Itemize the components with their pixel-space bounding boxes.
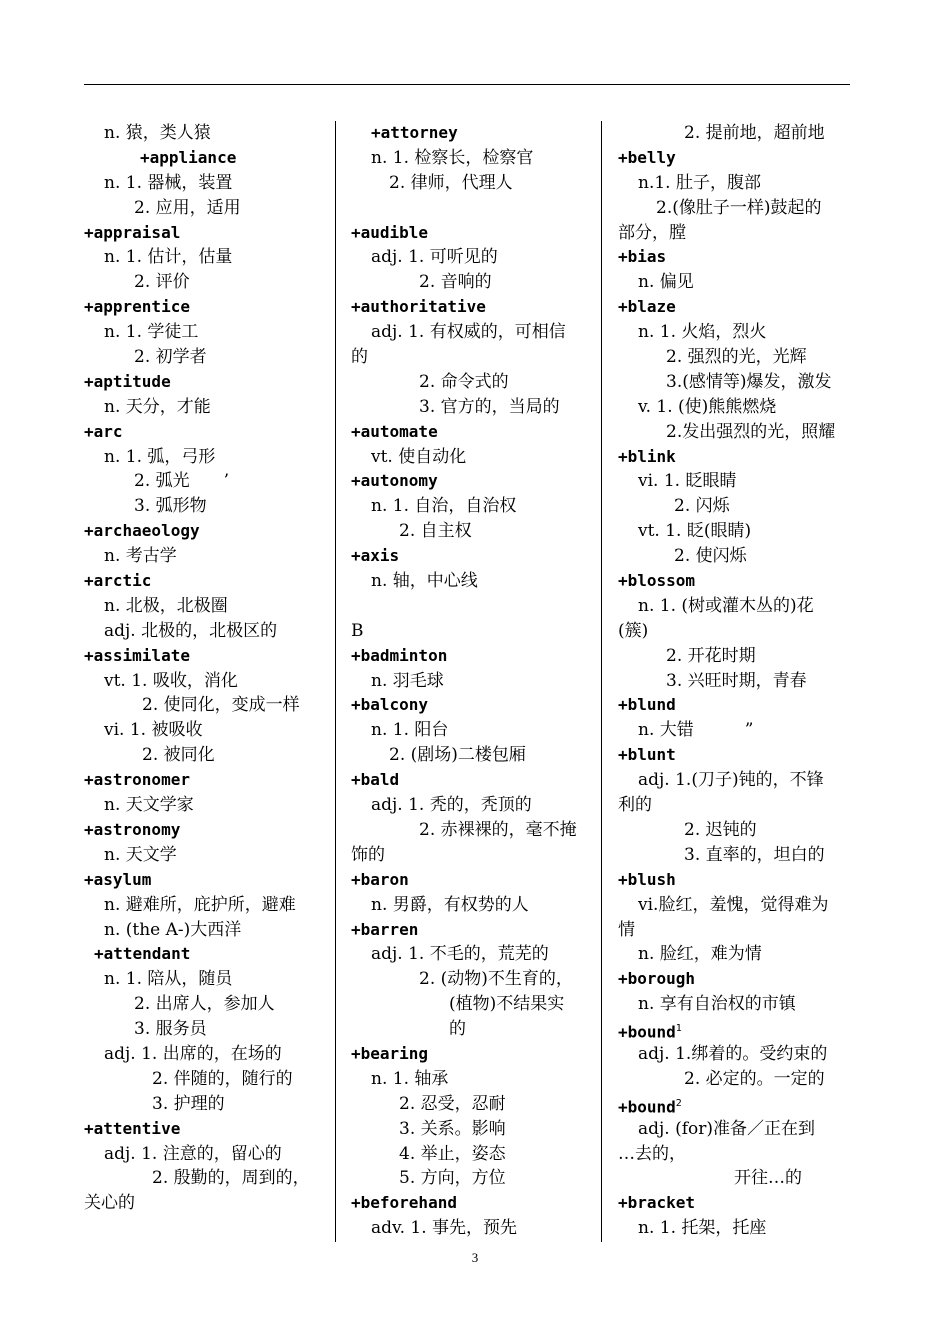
headword-text: +bearing bbox=[351, 1043, 429, 1063]
definition-line bbox=[618, 1067, 854, 1092]
definition-line bbox=[351, 270, 594, 295]
definition-text: 2. 使同化，变成一样 bbox=[142, 695, 300, 716]
headword-text: +belly bbox=[618, 147, 676, 167]
definition-line bbox=[618, 793, 854, 818]
definition-line bbox=[84, 320, 324, 345]
definition-line bbox=[618, 171, 854, 196]
definition-line bbox=[351, 395, 594, 420]
definition-text: 2. 初学者 bbox=[134, 347, 207, 368]
headword bbox=[84, 519, 324, 544]
headword-text: +assimilate bbox=[84, 645, 190, 665]
definition-text: 2. 赤裸裸的，毫不掩 bbox=[419, 819, 577, 840]
definition-text: 2. 弧光 ’ bbox=[134, 471, 230, 492]
definition-line bbox=[351, 619, 594, 644]
definition-text: vt. 1. 眨(眼睛) bbox=[638, 521, 752, 542]
headword bbox=[618, 295, 854, 320]
headword bbox=[351, 1191, 594, 1216]
headword bbox=[84, 868, 324, 893]
definition-text: 情 bbox=[618, 919, 635, 940]
headword-text: +badminton bbox=[351, 645, 448, 665]
definition-line bbox=[84, 345, 324, 370]
definition-line bbox=[84, 918, 324, 943]
headword bbox=[618, 967, 854, 992]
definition-line bbox=[84, 967, 324, 992]
column-divider bbox=[335, 121, 336, 1242]
definition-line bbox=[618, 918, 854, 943]
headword bbox=[84, 942, 324, 967]
definition-line bbox=[618, 818, 854, 843]
definition-text: 2. 殷勤的，周到的， bbox=[152, 1168, 310, 1189]
definition-text: 2.发出强烈的光，照耀 bbox=[666, 421, 836, 442]
definition-text: 2. 被同化 bbox=[142, 745, 215, 766]
definition-line bbox=[84, 171, 324, 196]
definition-text: n. 1. 自治，自治权 bbox=[371, 496, 517, 517]
definition-line bbox=[618, 370, 854, 395]
headword bbox=[618, 569, 854, 594]
definition-text: n. 1. 阳台 bbox=[371, 720, 449, 741]
headword-text: +blund bbox=[618, 695, 676, 715]
definition-text: n. 1. 陪从，随员 bbox=[104, 969, 233, 990]
definition-text: n. 北极，北极圈 bbox=[104, 595, 228, 616]
headword bbox=[618, 1092, 854, 1117]
definition-text: 2. 自主权 bbox=[399, 521, 472, 542]
definition-line bbox=[351, 1067, 594, 1092]
headword-text: +bias bbox=[618, 247, 667, 267]
definition-line bbox=[351, 245, 594, 270]
definition-line bbox=[351, 793, 594, 818]
definition-line bbox=[84, 992, 324, 1017]
definition-line bbox=[84, 693, 324, 718]
definition-line bbox=[84, 893, 324, 918]
definition-text: 2. 评价 bbox=[134, 272, 190, 293]
homonym-superscript: 2 bbox=[675, 1097, 682, 1109]
headword bbox=[84, 1117, 324, 1142]
headword bbox=[84, 146, 324, 171]
definition-text: vt. 1. 吸收，消化 bbox=[104, 670, 238, 691]
definition-line bbox=[618, 196, 854, 221]
definition-text: n. 天分，才能 bbox=[104, 396, 211, 417]
definition-text: n. 偏见 bbox=[638, 272, 694, 293]
definition-line bbox=[351, 967, 594, 992]
headword-text: +blink bbox=[618, 446, 676, 466]
headword-text: +attendant bbox=[94, 944, 191, 964]
definition-text: vt. 使自动化 bbox=[371, 446, 467, 467]
header-rule bbox=[84, 84, 850, 85]
definition-line bbox=[351, 1216, 594, 1241]
definition-text: vi.脸红，羞愧，觉得难为 bbox=[638, 894, 829, 915]
definition-line bbox=[618, 270, 854, 295]
headword bbox=[351, 1042, 594, 1067]
definition-line bbox=[84, 494, 324, 519]
definition-text: 4. 举止，姿态 bbox=[399, 1143, 506, 1164]
definition-line bbox=[618, 395, 854, 420]
headword bbox=[84, 569, 324, 594]
definition-text: n. 避难所，庇护所，避难 bbox=[104, 894, 296, 915]
definition-line bbox=[84, 718, 324, 743]
definition-text: n. 天文学家 bbox=[104, 795, 194, 816]
definition-line bbox=[84, 469, 324, 494]
headword-text: +bound bbox=[618, 1097, 676, 1117]
headword bbox=[618, 245, 854, 270]
definition-line bbox=[84, 843, 324, 868]
definition-line bbox=[84, 196, 324, 221]
definition-text: 2. (动物)不生育的， bbox=[419, 969, 573, 990]
column-1 bbox=[84, 121, 324, 1241]
definition-line bbox=[351, 494, 594, 519]
headword-text: +astronomy bbox=[84, 819, 181, 839]
definition-text: adj. 1. 秃的，秃顶的 bbox=[371, 795, 532, 816]
definition-text: 2. 律师，代理人 bbox=[389, 172, 513, 193]
headword bbox=[618, 146, 854, 171]
definition-text: (簇) bbox=[618, 620, 649, 641]
definition-line bbox=[618, 544, 854, 569]
definition-text: adj. 1.绑着的。受约束的 bbox=[638, 1043, 828, 1064]
definition-text: n. 天文学 bbox=[104, 844, 177, 865]
headword bbox=[84, 768, 324, 793]
definition-line bbox=[618, 768, 854, 793]
definition-text: 3. 服务员 bbox=[134, 1019, 207, 1040]
headword bbox=[84, 644, 324, 669]
definition-line bbox=[351, 569, 594, 594]
definition-line bbox=[618, 843, 854, 868]
definition-line bbox=[618, 1117, 854, 1142]
definition-text: vi. 1. 眨眼睛 bbox=[638, 471, 737, 492]
headword bbox=[84, 420, 324, 445]
definition-line bbox=[351, 594, 594, 619]
definition-text: 关心的 bbox=[84, 1193, 135, 1214]
definition-text: …去的， bbox=[618, 1143, 686, 1164]
definition-line bbox=[618, 893, 854, 918]
headword bbox=[84, 221, 324, 246]
headword-text: +automate bbox=[351, 421, 438, 441]
definition-line bbox=[618, 221, 854, 246]
headword-text: +beforehand bbox=[351, 1193, 457, 1213]
definition-text: v. 1. (使)熊熊燃烧 bbox=[638, 396, 777, 417]
definition-line bbox=[618, 992, 854, 1017]
definition-line bbox=[84, 669, 324, 694]
headword bbox=[618, 868, 854, 893]
definition-text: 2. 出席人，参加人 bbox=[134, 994, 275, 1015]
definition-line bbox=[618, 519, 854, 544]
definition-text: n. (the A-)大西洋 bbox=[104, 919, 242, 940]
headword bbox=[618, 693, 854, 718]
headword bbox=[351, 295, 594, 320]
definition-text: 开往…的 bbox=[734, 1168, 802, 1189]
definition-line bbox=[84, 395, 324, 420]
page-number: 3 bbox=[471, 1250, 479, 1265]
definition-text: n. 享有自治权的市镇 bbox=[638, 994, 796, 1015]
definition-line bbox=[351, 942, 594, 967]
definition-line bbox=[351, 718, 594, 743]
definition-text: adj. 1. 注意的，留心的 bbox=[104, 1143, 282, 1164]
definition-text: 3. 弧形物 bbox=[134, 496, 207, 517]
headword-text: +apprentice bbox=[84, 297, 190, 317]
definition-line bbox=[351, 320, 594, 345]
column-3 bbox=[618, 121, 854, 1241]
headword bbox=[351, 221, 594, 246]
definition-text: 5. 方向，方位 bbox=[399, 1168, 506, 1189]
headword-text: +autonomy bbox=[351, 471, 438, 491]
headword bbox=[618, 743, 854, 768]
headword-text: +appraisal bbox=[84, 222, 181, 242]
headword-text: +bald bbox=[351, 770, 400, 790]
definition-text: (植物)不结果实 bbox=[449, 994, 565, 1015]
definition-line bbox=[84, 121, 324, 146]
definition-line bbox=[618, 1166, 854, 1191]
definition-line bbox=[618, 345, 854, 370]
definition-line bbox=[618, 1142, 854, 1167]
definition-line bbox=[84, 1017, 324, 1042]
definition-line bbox=[84, 743, 324, 768]
definition-text: 2. 伴随的，随行的 bbox=[152, 1068, 293, 1089]
headword-text: +aptitude bbox=[84, 371, 171, 391]
definition-text: n. 猿，类人猿 bbox=[104, 123, 211, 143]
headword-text: +attorney bbox=[371, 123, 458, 142]
definition-line bbox=[618, 942, 854, 967]
headword-text: +barren bbox=[351, 919, 419, 939]
definition-line bbox=[618, 1216, 854, 1241]
definition-text: n. 男爵，有权势的人 bbox=[371, 894, 529, 915]
definition-line bbox=[351, 345, 594, 370]
definition-text: 3. 直率的，坦白的 bbox=[684, 844, 825, 865]
definition-text: adj. 北极的，北极区的 bbox=[104, 620, 278, 641]
definition-text: 2. 开花时期 bbox=[666, 645, 756, 666]
headword bbox=[618, 1017, 854, 1042]
definition-line bbox=[618, 469, 854, 494]
headword bbox=[351, 644, 594, 669]
headword-text: +arctic bbox=[84, 571, 152, 591]
definition-text: 2. 强烈的光，光辉 bbox=[666, 347, 807, 368]
definition-text: n. 1. 火焰，烈火 bbox=[638, 322, 767, 343]
definition-line bbox=[351, 519, 594, 544]
definition-line bbox=[84, 1191, 324, 1216]
headword-text: +blaze bbox=[618, 297, 676, 317]
definition-line bbox=[84, 793, 324, 818]
definition-text: adj. (for)准备／正在到 bbox=[638, 1118, 816, 1139]
definition-line bbox=[84, 1042, 324, 1067]
headword-text: +audible bbox=[351, 222, 429, 242]
definition-text: 的 bbox=[351, 347, 368, 368]
definition-text: n. 1. 弧，弓形 bbox=[104, 446, 216, 467]
headword-text: +appliance bbox=[140, 147, 237, 167]
headword bbox=[351, 469, 594, 494]
column-divider bbox=[601, 121, 602, 1242]
definition-text: adj. 1. 可听见的 bbox=[371, 247, 498, 268]
definition-line bbox=[84, 1166, 324, 1191]
headword bbox=[351, 121, 594, 146]
headword-text: +authoritative bbox=[351, 297, 486, 317]
definition-line bbox=[84, 619, 324, 644]
definition-text: n. 考古学 bbox=[104, 546, 177, 567]
definition-text: B bbox=[351, 620, 364, 641]
definition-line bbox=[84, 594, 324, 619]
headword bbox=[84, 295, 324, 320]
definition-text: n. 脸红，难为情 bbox=[638, 944, 762, 965]
definition-line bbox=[84, 1092, 324, 1117]
headword bbox=[351, 918, 594, 943]
headword-text: +borough bbox=[618, 969, 696, 989]
headword-text: +bracket bbox=[618, 1193, 696, 1213]
definition-line bbox=[618, 594, 854, 619]
definition-text: 3.(感情等)爆发，激发 bbox=[666, 371, 832, 392]
definition-text: 2. 必定的。一定的 bbox=[684, 1068, 825, 1089]
headword bbox=[351, 868, 594, 893]
column-2 bbox=[351, 121, 594, 1241]
headword-text: +bound bbox=[618, 1022, 676, 1042]
definition-text: 利的 bbox=[618, 795, 652, 816]
headword-text: +attentive bbox=[84, 1118, 181, 1138]
definition-line bbox=[351, 743, 594, 768]
definition-line bbox=[351, 1117, 594, 1142]
definition-line bbox=[84, 1142, 324, 1167]
headword-text: +asylum bbox=[84, 869, 152, 889]
definition-text: adj. 1.(刀子)钝的，不锋 bbox=[638, 770, 824, 791]
definition-line bbox=[618, 121, 854, 146]
headword-text: +blush bbox=[618, 869, 676, 889]
headword bbox=[351, 420, 594, 445]
definition-line bbox=[618, 494, 854, 519]
definition-text: 2. 应用，适用 bbox=[134, 197, 241, 218]
definition-text: vi. 1. 被吸收 bbox=[104, 720, 203, 741]
definition-text: adj. 1. 有权威的，可相信 bbox=[371, 322, 566, 343]
definition-text: n. 1. 检察长，检察官 bbox=[371, 147, 534, 168]
definition-text: adj. 1. 出席的，在场的 bbox=[104, 1043, 282, 1064]
headword bbox=[84, 818, 324, 843]
definition-line bbox=[351, 669, 594, 694]
definition-line bbox=[618, 420, 854, 445]
definition-text: n.1. 肚子，腹部 bbox=[638, 172, 761, 193]
definition-text: 3. 官方的，当局的 bbox=[419, 396, 560, 417]
definition-line bbox=[351, 818, 594, 843]
definition-text: 3. 关系。影响 bbox=[399, 1118, 506, 1139]
definition-text: 2. 闪烁 bbox=[674, 496, 730, 517]
definition-text: n. 大错 ” bbox=[638, 720, 754, 741]
definition-line bbox=[84, 270, 324, 295]
definition-line bbox=[351, 992, 594, 1017]
definition-text: 的 bbox=[449, 1019, 466, 1040]
definition-line bbox=[84, 245, 324, 270]
definition-text: adv. 1. 事先，预先 bbox=[371, 1218, 518, 1239]
definition-text: n. 1. 学徒工 bbox=[104, 322, 199, 343]
headword bbox=[84, 370, 324, 395]
headword bbox=[351, 693, 594, 718]
definition-line bbox=[351, 1142, 594, 1167]
definition-line bbox=[351, 370, 594, 395]
definition-text: 3. 兴旺时期，青春 bbox=[666, 670, 807, 691]
definition-line bbox=[351, 893, 594, 918]
headword-text: +arc bbox=[84, 421, 123, 441]
definition-line bbox=[351, 171, 594, 196]
headword-text: +blunt bbox=[618, 745, 676, 765]
headword-text: +blossom bbox=[618, 571, 696, 591]
headword bbox=[618, 445, 854, 470]
definition-text: 2. 迟钝的 bbox=[684, 819, 757, 840]
definition-line bbox=[618, 619, 854, 644]
headword bbox=[351, 768, 594, 793]
definition-line bbox=[351, 445, 594, 470]
definition-text: adj. 1. 不毛的，荒芜的 bbox=[371, 944, 549, 965]
definition-line bbox=[618, 718, 854, 743]
definition-line bbox=[618, 1042, 854, 1067]
definition-line bbox=[351, 1017, 594, 1042]
definition-line bbox=[351, 1092, 594, 1117]
homonym-superscript: 1 bbox=[675, 1023, 682, 1035]
headword-text: +axis bbox=[351, 546, 400, 566]
definition-line bbox=[351, 146, 594, 171]
definition-text: 2. 使闪烁 bbox=[674, 546, 747, 567]
definition-text: n. 1. 估计，估量 bbox=[104, 247, 233, 268]
definition-text: n. 1. 托架，托座 bbox=[638, 1218, 767, 1239]
definition-text: n. 轴，中心线 bbox=[371, 571, 478, 592]
definition-text: 2. 命令式的 bbox=[419, 371, 509, 392]
definition-line bbox=[84, 544, 324, 569]
definition-text: 饰的 bbox=[351, 844, 385, 865]
definition-line bbox=[84, 445, 324, 470]
definition-text: 部分，膛 bbox=[618, 222, 686, 243]
headword bbox=[351, 544, 594, 569]
headword-text: +archaeology bbox=[84, 521, 200, 541]
headword-text: +astronomer bbox=[84, 770, 190, 790]
definition-text: 2. 提前地，超前地 bbox=[684, 123, 825, 143]
definition-text: n. 1. 器械，装置 bbox=[104, 172, 233, 193]
definition-line bbox=[351, 196, 594, 221]
definition-line bbox=[351, 843, 594, 868]
definition-text: n. 1. (树或灌木丛的)花 bbox=[638, 595, 814, 616]
headword bbox=[618, 1191, 854, 1216]
definition-text: 2. (剧场)二楼包厢 bbox=[389, 745, 526, 766]
headword-text: +baron bbox=[351, 869, 409, 889]
definition-line bbox=[351, 1166, 594, 1191]
definition-text: 3. 护理的 bbox=[152, 1093, 225, 1114]
definition-text: 2.(像肚子一样)鼓起的 bbox=[656, 197, 822, 218]
definition-text: 2. 音响的 bbox=[419, 272, 492, 293]
definition-text: n. 1. 轴承 bbox=[371, 1068, 449, 1089]
definition-text: 2. 忍受，忍耐 bbox=[399, 1093, 506, 1114]
definition-line bbox=[618, 644, 854, 669]
definition-line bbox=[618, 669, 854, 694]
definition-line bbox=[618, 320, 854, 345]
headword-text: +balcony bbox=[351, 695, 429, 715]
definition-text: n. 羽毛球 bbox=[371, 670, 444, 691]
definition-line bbox=[84, 1067, 324, 1092]
